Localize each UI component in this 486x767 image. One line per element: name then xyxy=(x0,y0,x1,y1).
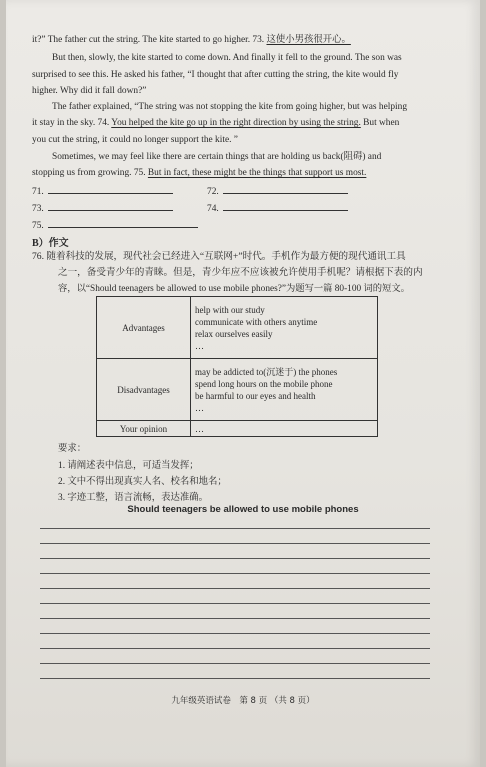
requirement-item: 1. 请阐述表中信息，可适当发挥； xyxy=(58,461,199,471)
passage-text: it stay in the sky. 74. xyxy=(32,118,112,128)
passage-line: Sometimes, we may feel like there are certain things that are holding us back(阻碍) and xyxy=(52,152,382,162)
passage-line xyxy=(32,167,366,179)
info-table xyxy=(96,296,378,437)
requirement-item: 2. 文中不得出现真实人名、校名和地名； xyxy=(58,477,227,487)
disadvantages-cell xyxy=(191,359,378,421)
answer-label: 71. xyxy=(32,187,44,197)
table-row xyxy=(97,421,378,437)
writing-line[interactable] xyxy=(40,543,430,544)
table-item: … xyxy=(195,340,204,351)
answer-71[interactable] xyxy=(32,184,173,198)
writing-line[interactable] xyxy=(40,678,430,679)
passage-text: But when xyxy=(360,118,400,128)
answer-label: 75. xyxy=(32,221,44,231)
advantages-cell xyxy=(191,297,378,359)
answer-blank[interactable] xyxy=(48,201,173,211)
writing-line[interactable] xyxy=(40,618,430,619)
requirements-title: 要求： xyxy=(58,444,87,454)
writing-line[interactable] xyxy=(40,528,430,529)
table-item: communicate with others anytime xyxy=(195,316,318,327)
disadvantages-label: Disadvantages xyxy=(97,359,191,421)
underlined-sentence-73: 这使小男孩很开心。 xyxy=(266,35,351,45)
section-heading: B）作文 xyxy=(32,238,69,249)
answer-blank[interactable] xyxy=(48,218,198,228)
advantages-label: Advantages xyxy=(97,297,191,359)
exam-page xyxy=(6,0,480,767)
answer-label: 73. xyxy=(32,204,44,214)
writing-line[interactable] xyxy=(40,573,430,574)
page-footer: 九年级英语试卷 第 8 页 （共 8 页） xyxy=(171,696,315,706)
answer-73[interactable] xyxy=(32,201,173,215)
table-row xyxy=(97,297,378,359)
passage-line: But then, slowly, the kite started to come down. And finally it fell to the ground. The son was xyxy=(52,53,402,63)
opinion-cell[interactable]: … xyxy=(191,421,378,437)
table-row xyxy=(97,359,378,421)
answer-72[interactable] xyxy=(207,184,348,198)
passage-line: The father explained, “The string was not stopping the kite from going higher, but was helping xyxy=(52,102,408,112)
question-76-line: 之一，备受青少年的青睐。但是，青少年应不应该被允许使用手机呢？请根据下表的内 xyxy=(58,267,423,278)
writing-line[interactable] xyxy=(40,588,430,589)
answer-75[interactable] xyxy=(32,218,198,232)
writing-line[interactable] xyxy=(40,603,430,604)
writing-line[interactable] xyxy=(40,558,430,559)
requirement-item: 3. 字迹工整，语言流畅，表达准确。 xyxy=(58,493,209,503)
answer-label: 74. xyxy=(207,204,219,214)
table-item: help with our study xyxy=(195,304,265,315)
passage-line: you cut the string, it could no longer support the kite. ” xyxy=(32,135,238,145)
answer-74[interactable] xyxy=(207,201,348,215)
question-76-line: 容，以“Should teenagers be allowed to use mobile phones?”为题写一篇 80-100 词的短文。 xyxy=(58,284,410,294)
passage-text: it?” The father cut the string. The kite started to go higher. 73. xyxy=(32,35,267,45)
table-item: … xyxy=(195,402,204,413)
writing-line[interactable] xyxy=(40,663,430,664)
writing-line[interactable] xyxy=(40,633,430,634)
answer-blank[interactable] xyxy=(48,184,173,194)
passage-line: higher. Why did it fall down?” xyxy=(32,86,147,96)
answer-blank[interactable] xyxy=(223,201,348,211)
underlined-sentence-75: But in fact, these might be the things that support us most. xyxy=(147,168,367,178)
table-item: may be addicted to(沉迷于) the phones xyxy=(195,366,338,377)
passage-line xyxy=(32,34,351,46)
passage-line: surprised to see this. He asked his father, “I thought that after cutting the string, the kite would fly xyxy=(32,70,399,80)
answer-label: 72. xyxy=(207,187,219,197)
answer-blank[interactable] xyxy=(223,184,348,194)
essay-title: Should teenagers be allowed to use mobile phones xyxy=(127,504,359,515)
underlined-sentence-74: You helped the kite go up in the right direction by using the string. xyxy=(111,118,361,128)
question-76-line: 76. 随着科技的发展，现代社会已经进入“互联网+”时代。手机作为最方便的现代通讯工具 xyxy=(32,251,406,262)
passage-text: stopping us from growing. 75. xyxy=(32,168,148,178)
table-item: relax ourselves easily xyxy=(195,328,273,339)
table-item: be harmful to our eyes and health xyxy=(195,390,316,401)
writing-line[interactable] xyxy=(40,648,430,649)
opinion-label: Your opinion xyxy=(97,421,191,437)
table-item: spend long hours on the mobile phone xyxy=(195,378,333,389)
passage-line xyxy=(32,117,399,129)
